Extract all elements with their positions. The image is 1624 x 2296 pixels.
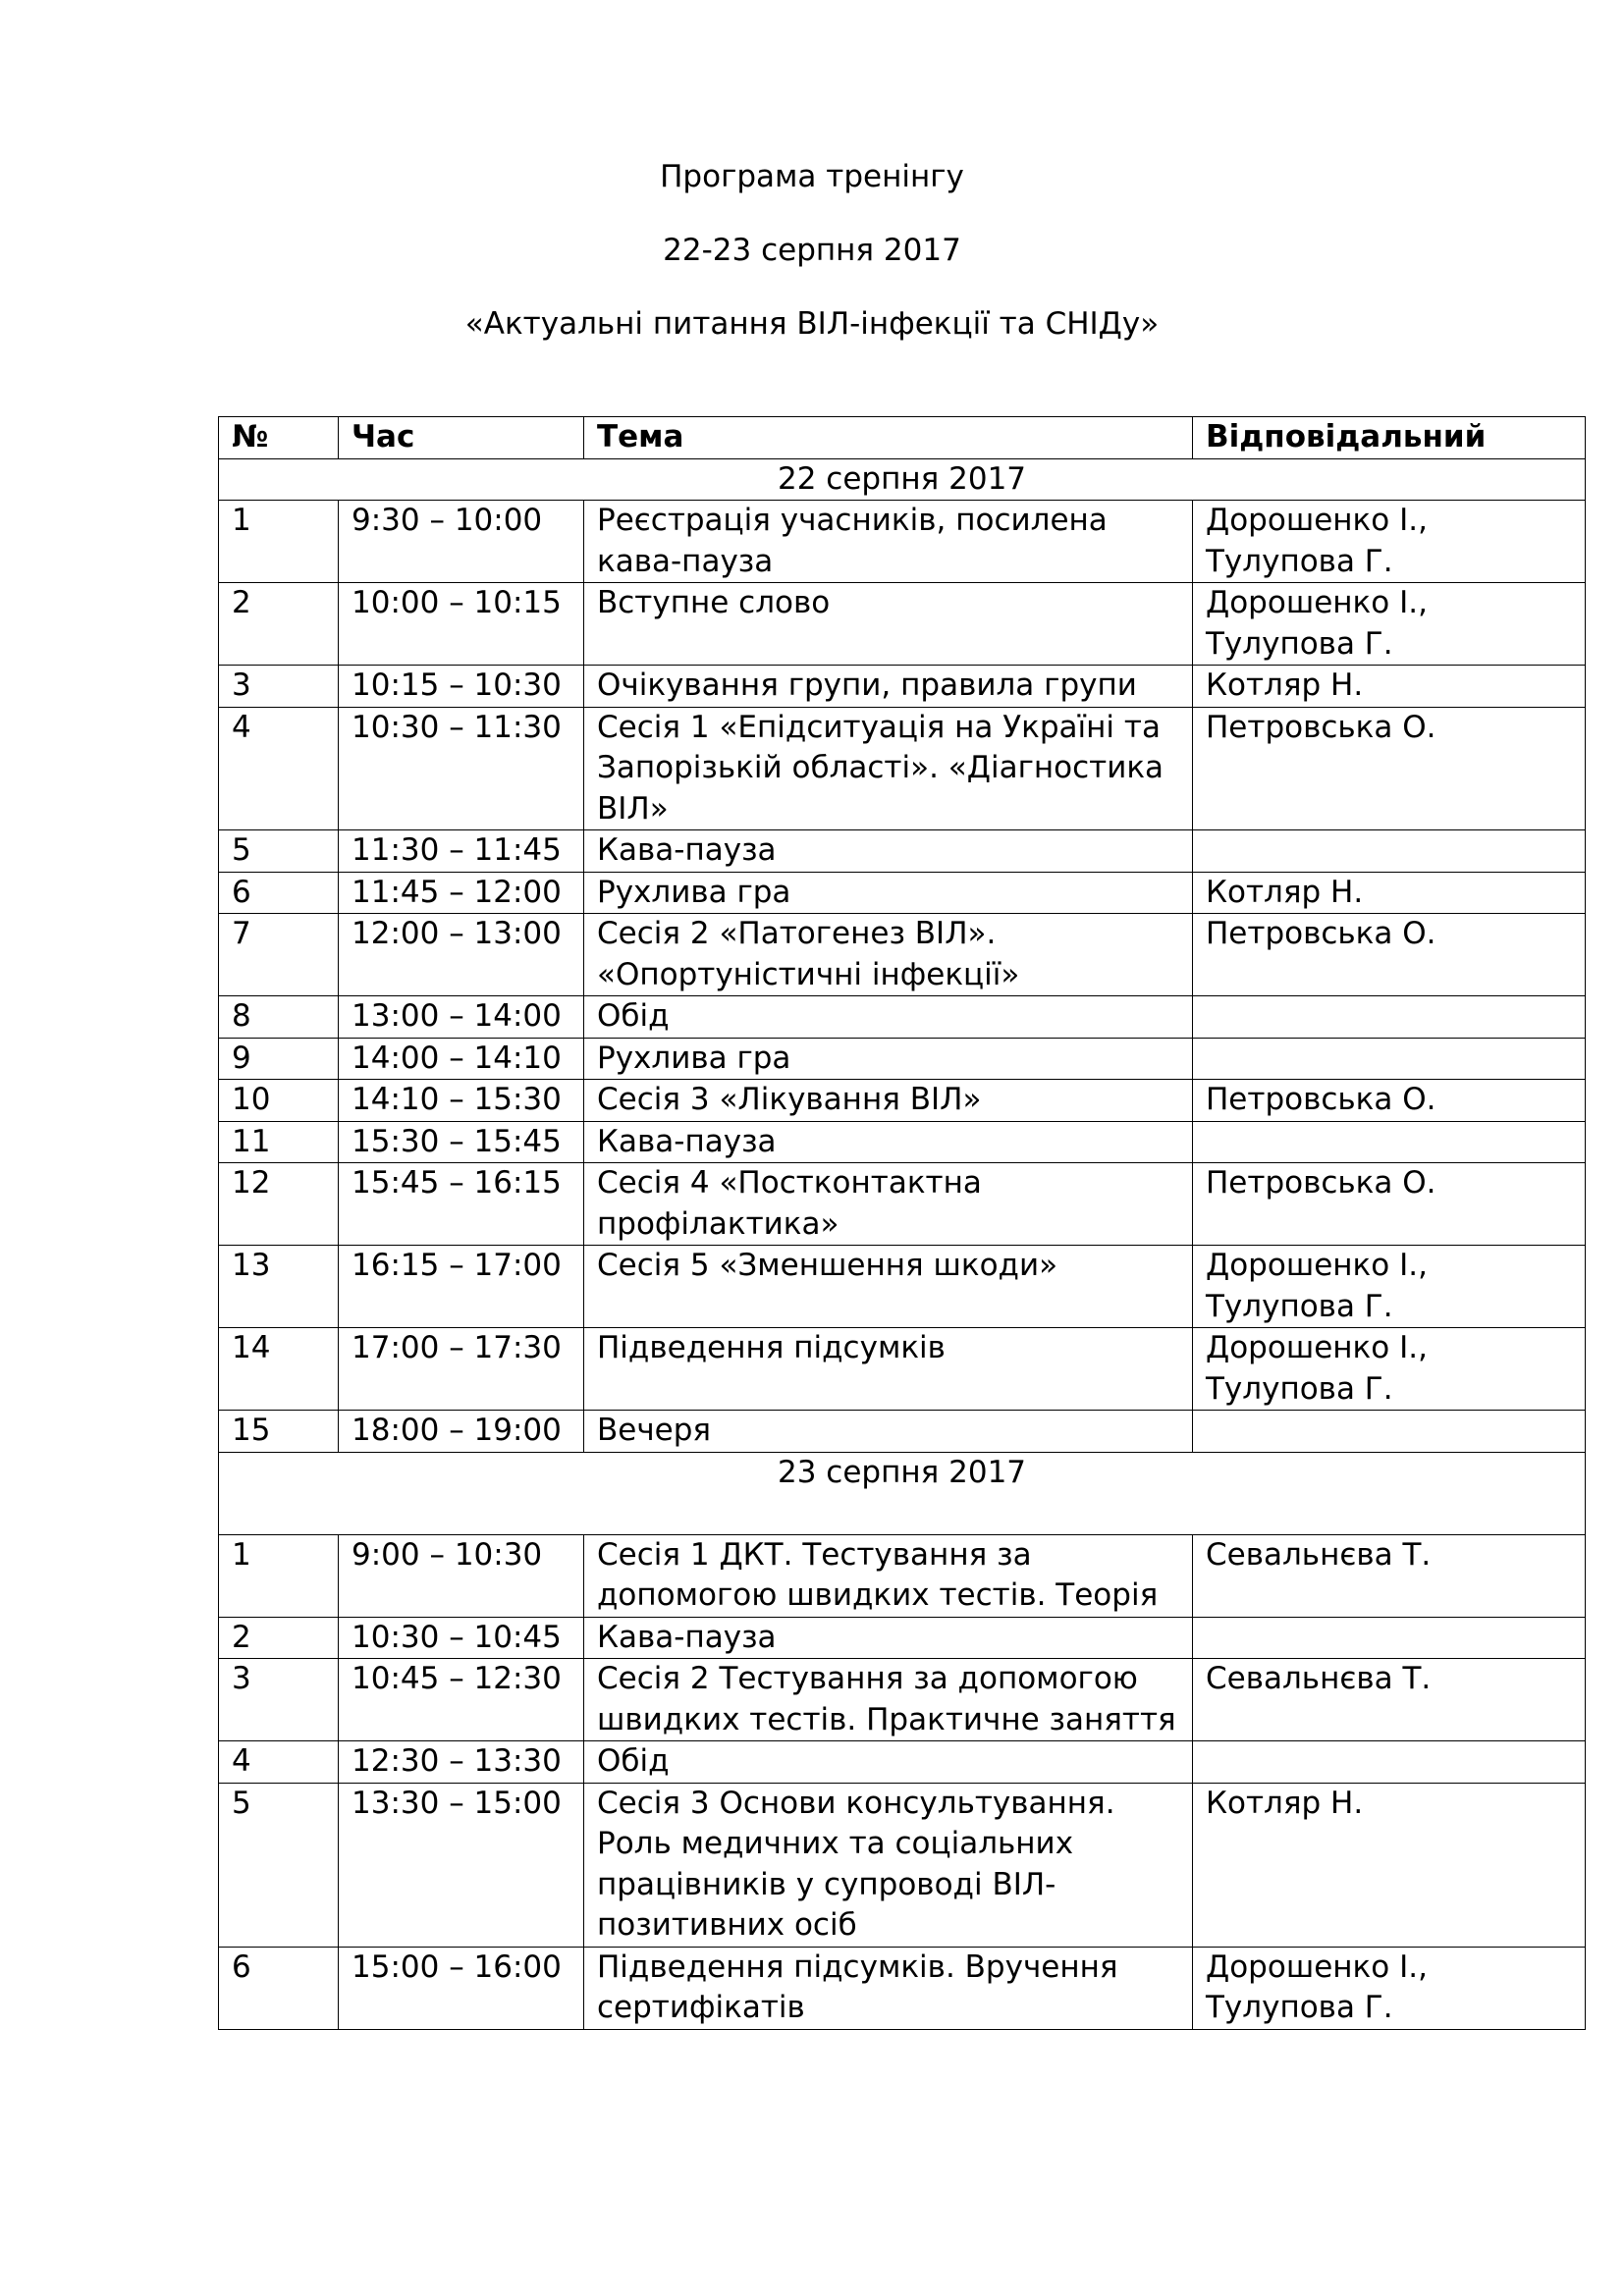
table-row [219, 1246, 1586, 1328]
table-row [219, 1411, 1586, 1453]
row-number: 9 [219, 1038, 339, 1080]
header-responsible: Відповідальний [1193, 417, 1586, 459]
table-row [219, 666, 1586, 708]
row-number: 2 [219, 1617, 339, 1659]
row-time: 11:45 – 12:00 [339, 872, 584, 914]
row-topic: Кава-пауза [584, 1617, 1193, 1659]
row-responsible: Котляр Н. [1193, 1783, 1586, 1947]
table-row [219, 1038, 1586, 1080]
row-number: 11 [219, 1121, 339, 1163]
row-time: 16:15 – 17:00 [339, 1246, 584, 1328]
row-time: 13:00 – 14:00 [339, 996, 584, 1039]
row-topic: Кава-пауза [584, 1121, 1193, 1163]
table-row [219, 830, 1586, 873]
header-topic: Тема [584, 417, 1193, 459]
row-responsible: Петровська О. [1193, 914, 1586, 996]
row-responsible [1193, 996, 1586, 1039]
table-row [219, 1080, 1586, 1122]
row-topic: Підведення підсумків. Вручення сертифікатів [584, 1947, 1193, 2029]
row-responsible [1193, 1741, 1586, 1784]
row-topic: Кава-пауза [584, 830, 1193, 873]
row-number: 4 [219, 1741, 339, 1784]
row-number: 3 [219, 666, 339, 708]
row-time: 15:45 – 16:15 [339, 1163, 584, 1246]
row-topic: Сесія 4 «Постконтактна профілактика» [584, 1163, 1193, 1246]
row-time: 10:30 – 11:30 [339, 707, 584, 830]
row-time: 10:00 – 10:15 [339, 583, 584, 666]
row-topic: Очікування групи, правила групи [584, 666, 1193, 708]
table-row [219, 914, 1586, 996]
row-topic: Сесія 1 ДКТ. Тестування за допомогою швидких тестів. Теорія [584, 1534, 1193, 1617]
row-responsible: Котляр Н. [1193, 872, 1586, 914]
table-row [219, 1783, 1586, 1947]
day-header-row [219, 1452, 1586, 1534]
row-topic: Обід [584, 996, 1193, 1039]
row-number: 12 [219, 1163, 339, 1246]
table-row [219, 501, 1586, 583]
row-number: 1 [219, 1534, 339, 1617]
row-number: 2 [219, 583, 339, 666]
row-number: 1 [219, 501, 339, 583]
day1-label: 22 серпня 2017 [219, 458, 1586, 501]
row-topic: Сесія 3 Основи консультування. Роль медичних та соціальних працівників у супроводі ВІЛ-позитивних осіб [584, 1783, 1193, 1947]
row-responsible [1193, 1411, 1586, 1453]
row-responsible: Дорошенко І., Тулупова Г. [1193, 1947, 1586, 2029]
row-number: 5 [219, 830, 339, 873]
row-responsible: Петровська О. [1193, 1163, 1586, 1246]
row-responsible: Петровська О. [1193, 707, 1586, 830]
table-row [219, 1617, 1586, 1659]
row-responsible: Дорошенко І., Тулупова Г. [1193, 1246, 1586, 1328]
row-time: 10:45 – 12:30 [339, 1659, 584, 1741]
table-row [219, 1741, 1586, 1784]
table-row [219, 1947, 1586, 2029]
row-responsible: Петровська О. [1193, 1080, 1586, 1122]
row-time: 14:10 – 15:30 [339, 1080, 584, 1122]
document-subtitle: «Актуальні питання ВІЛ-інфекції та СНІДу» [464, 306, 1160, 342]
row-number: 14 [219, 1328, 339, 1411]
row-number: 6 [219, 1947, 339, 2029]
row-number: 13 [219, 1246, 339, 1328]
row-time: 15:00 – 16:00 [339, 1947, 584, 2029]
row-topic: Реєстрація учасників, посилена кава-пауза [584, 501, 1193, 583]
row-time: 14:00 – 14:10 [339, 1038, 584, 1080]
table-row [219, 1121, 1586, 1163]
row-time: 11:30 – 11:45 [339, 830, 584, 873]
row-responsible [1193, 830, 1586, 873]
table-row [219, 1659, 1586, 1741]
row-responsible [1193, 1038, 1586, 1080]
row-responsible: Котляр Н. [1193, 666, 1586, 708]
row-topic: Вечеря [584, 1411, 1193, 1453]
table-row [219, 583, 1586, 666]
row-topic: Сесія 1 «Епідситуація на Україні та Запорізькій області». «Діагностика ВІЛ» [584, 707, 1193, 830]
row-number: 10 [219, 1080, 339, 1122]
table-row [219, 707, 1586, 830]
header-number: № [219, 417, 339, 459]
row-topic: Підведення підсумків [584, 1328, 1193, 1411]
table-row [219, 1328, 1586, 1411]
header-row [219, 417, 1586, 459]
row-time: 10:15 – 10:30 [339, 666, 584, 708]
table-row [219, 1534, 1586, 1617]
row-number: 7 [219, 914, 339, 996]
row-time: 17:00 – 17:30 [339, 1328, 584, 1411]
table-row [219, 1163, 1586, 1246]
row-number: 4 [219, 707, 339, 830]
row-responsible: Дорошенко І., Тулупова Г. [1193, 583, 1586, 666]
row-topic: Сесія 2 «Патогенез ВІЛ». «Опортуністичні інфекції» [584, 914, 1193, 996]
row-responsible: Дорошенко І., Тулупова Г. [1193, 1328, 1586, 1411]
row-time: 12:30 – 13:30 [339, 1741, 584, 1784]
row-number: 5 [219, 1783, 339, 1947]
row-topic: Вступне слово [584, 583, 1193, 666]
day-header-row [219, 458, 1586, 501]
row-time: 9:30 – 10:00 [339, 501, 584, 583]
row-time: 10:30 – 10:45 [339, 1617, 584, 1659]
row-number: 6 [219, 872, 339, 914]
row-number: 15 [219, 1411, 339, 1453]
row-time: 12:00 – 13:00 [339, 914, 584, 996]
document-dates: 22-23 серпня 2017 [663, 233, 961, 268]
row-topic: Сесія 3 «Лікування ВІЛ» [584, 1080, 1193, 1122]
table-row [219, 872, 1586, 914]
table-row [219, 996, 1586, 1039]
row-responsible [1193, 1121, 1586, 1163]
row-topic: Обід [584, 1741, 1193, 1784]
row-time: 18:00 – 19:00 [339, 1411, 584, 1453]
row-topic: Сесія 2 Тестування за допомогою швидких тестів. Практичне заняття [584, 1659, 1193, 1741]
day2-label: 23 серпня 2017 [219, 1452, 1586, 1534]
row-responsible: Севальнєва Т. [1193, 1534, 1586, 1617]
row-topic: Рухлива гра [584, 1038, 1193, 1080]
schedule-table [218, 416, 1586, 2030]
row-time: 9:00 – 10:30 [339, 1534, 584, 1617]
row-responsible: Дорошенко І., Тулупова Г. [1193, 501, 1586, 583]
row-time: 13:30 – 15:00 [339, 1783, 584, 1947]
row-number: 3 [219, 1659, 339, 1741]
document-title: Програма тренінгу [660, 159, 964, 194]
row-responsible: Севальнєва Т. [1193, 1659, 1586, 1741]
row-time: 15:30 – 15:45 [339, 1121, 584, 1163]
row-topic: Рухлива гра [584, 872, 1193, 914]
header-time: Час [339, 417, 584, 459]
row-number: 8 [219, 996, 339, 1039]
row-topic: Сесія 5 «Зменшення шкоди» [584, 1246, 1193, 1328]
row-responsible [1193, 1617, 1586, 1659]
